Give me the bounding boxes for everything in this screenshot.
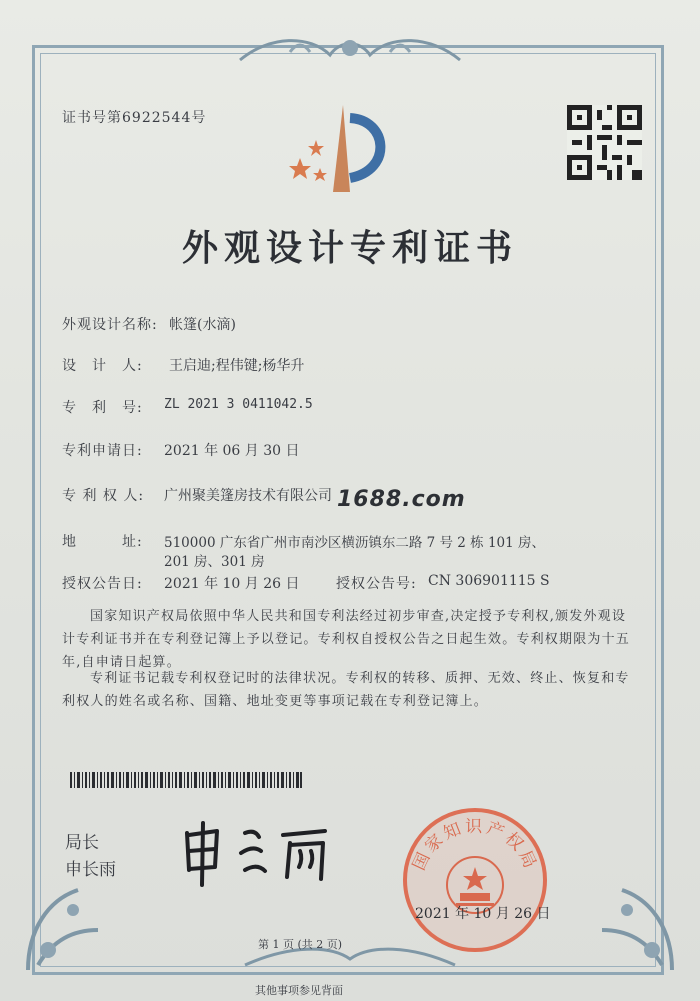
filing-date-value: 2021 年 06 月 30 日 bbox=[164, 443, 300, 459]
address-line-1: 510000 广东省广州市南沙区横沥镇东二路 7 号 2 栋 101 房、 bbox=[164, 535, 546, 551]
address-label: 地 址: bbox=[62, 534, 143, 550]
address-line-2: 201 房、301 房 bbox=[164, 554, 265, 570]
director-name: 申长雨 bbox=[65, 860, 116, 880]
qr-code-icon bbox=[567, 105, 642, 180]
design-name-value: 帐篷(水滴) bbox=[169, 317, 236, 333]
certificate-number: 证书号第6922544号 bbox=[62, 110, 207, 126]
design-name-label: 外观设计名称: bbox=[62, 317, 158, 333]
barcode-icon bbox=[70, 772, 302, 788]
owner-label: 专 利 权 人: bbox=[62, 488, 145, 504]
patent-number-label: 专 利 号: bbox=[62, 400, 143, 416]
designer-label: 设 计 人: bbox=[62, 358, 143, 374]
official-seal bbox=[400, 805, 550, 955]
designer-value: 王启迪;程伟键;杨华升 bbox=[169, 358, 305, 374]
footer-note: 其他事项参见背面 bbox=[255, 984, 343, 997]
top-ornament-icon bbox=[230, 30, 470, 70]
page-indicator: 第 1 页 (共 2 页) bbox=[258, 938, 343, 951]
director-signature bbox=[175, 815, 335, 890]
patent-number-value: ZL 2021 3 0411042.5 bbox=[164, 397, 313, 412]
seal-date: 2021 年 10 月 26 日 bbox=[415, 906, 551, 922]
watermark-text: 1688.com bbox=[337, 487, 466, 512]
grant-date-value: 2021 年 10 月 26 日 bbox=[164, 576, 300, 592]
patent-office-logo-icon bbox=[288, 100, 398, 195]
bottom-right-ornament-icon bbox=[592, 870, 682, 980]
certificate-title: 外观设计专利证书 bbox=[181, 228, 518, 269]
owner-value: 广州聚美篷房技术有限公司 bbox=[164, 488, 332, 504]
svg-text:国家知识产权局: 国家知识产权局 bbox=[409, 816, 541, 874]
body-paragraph-2: 专利证书记载专利权登记时的法律状况。专利权的转移、质押、无效、终止、恢复和专利权人的姓名或名称、国籍、地址变更等事项记载在专利登记簿上。 bbox=[62, 671, 630, 709]
filing-date-label: 专利申请日: bbox=[62, 443, 143, 459]
grant-date-label: 授权公告日: bbox=[62, 576, 143, 592]
bottom-left-ornament-icon bbox=[18, 870, 108, 980]
grant-number-value: CN 306901115 S bbox=[428, 573, 550, 589]
body-paragraph-1: 国家知识产权局依照中华人民共和国专利法经过初步审查,决定授予专利权,颁发外观设计专利证书并在专利登记簿上予以登记。专利权自授权公告之日起生效。专利权期限为十五年,自申请日起算。 bbox=[62, 609, 631, 670]
grant-number-label: 授权公告号: bbox=[336, 576, 417, 592]
director-title: 局长 bbox=[65, 833, 99, 853]
